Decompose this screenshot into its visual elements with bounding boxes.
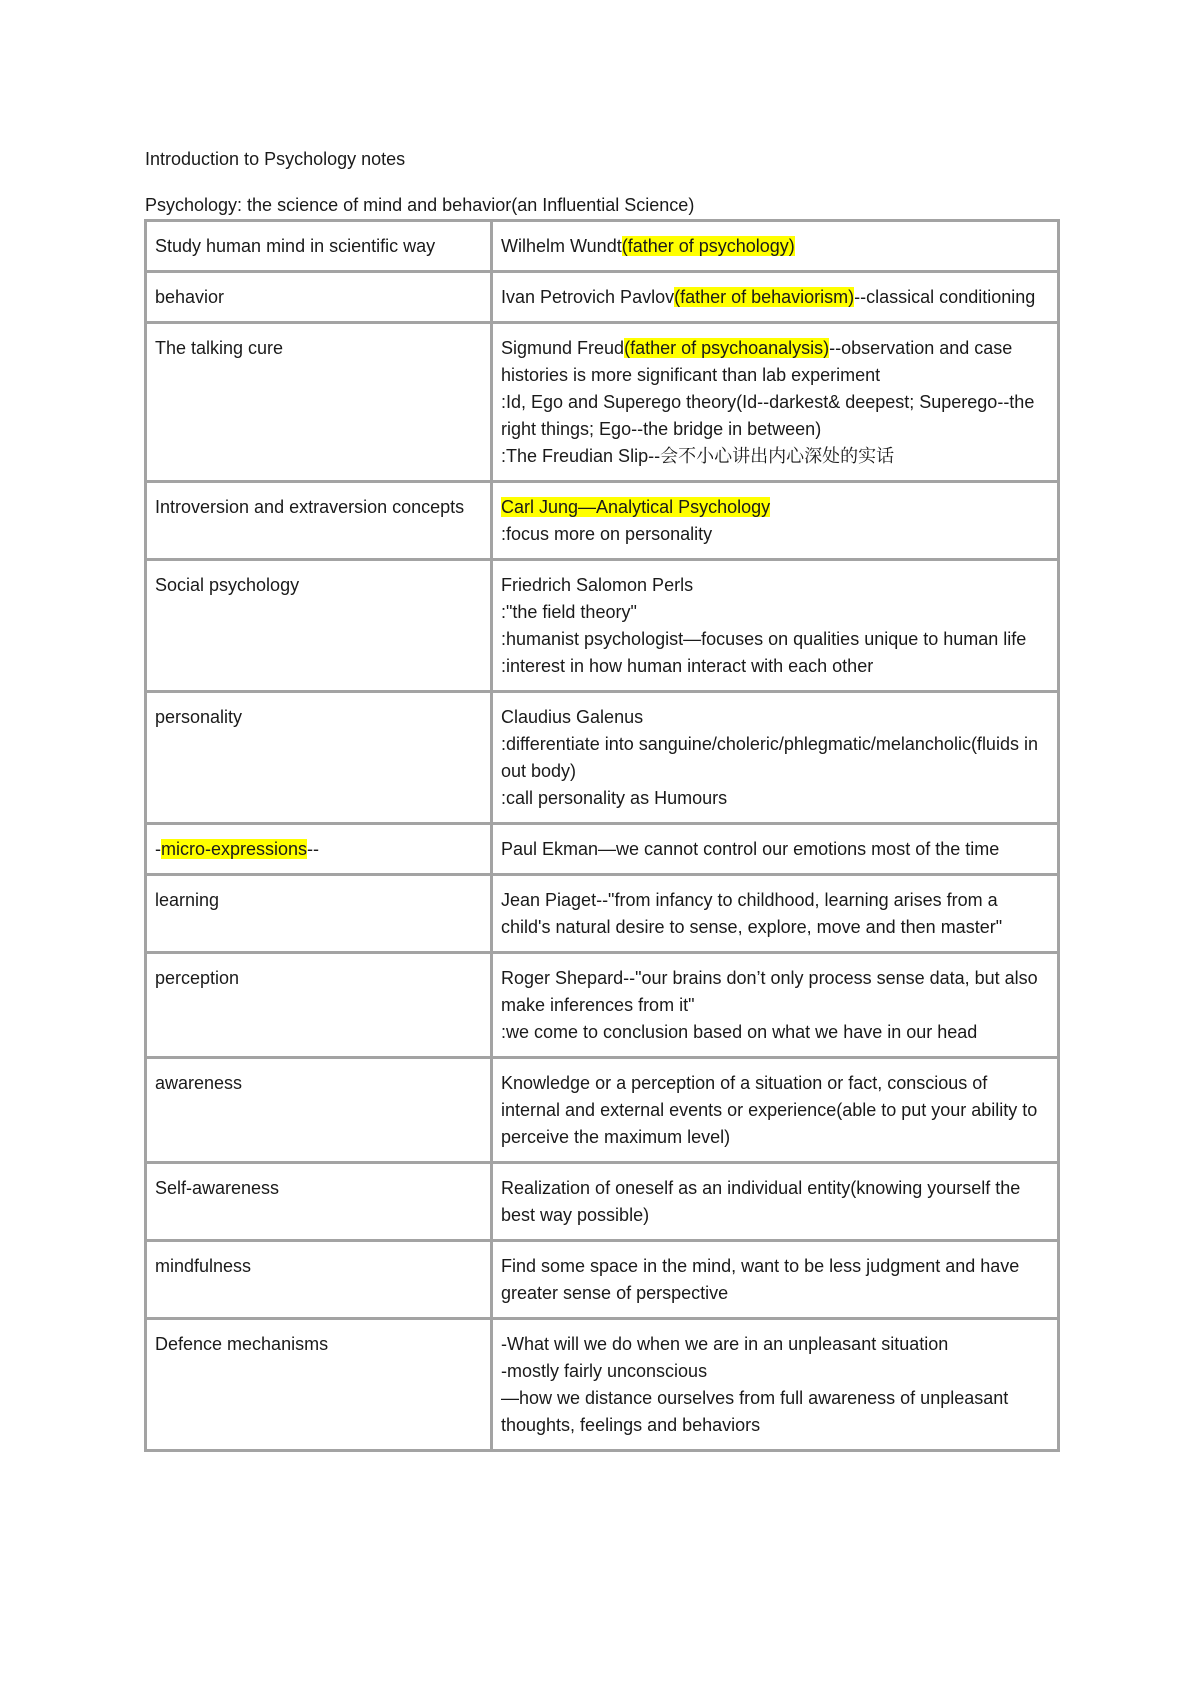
table-row <box>146 272 1059 323</box>
table-row <box>146 221 1059 272</box>
detail-line <box>501 284 1049 311</box>
topic-text: - <box>155 839 161 859</box>
highlighted-text: (father of behaviorism) <box>674 287 855 307</box>
detail-text: Friedrich Salomon Perls <box>501 575 694 595</box>
topic-cell <box>146 323 492 482</box>
highlighted-text: (father of psychoanalysis) <box>624 338 830 358</box>
detail-text: Sigmund Freud <box>501 338 625 358</box>
highlighted-topic-text: micro-expressions <box>161 839 308 859</box>
table-row <box>146 482 1059 560</box>
detail-line <box>501 887 1049 941</box>
topic-text: Social psychology <box>155 575 300 595</box>
table-row <box>146 875 1059 953</box>
detail-line <box>501 836 1049 863</box>
detail-text: :Id, Ego and Superego theory(Id--darkest& deepest; Superego--the right things; Ego--the bridge in between) <box>501 392 1035 439</box>
detail-cell <box>492 272 1059 323</box>
detail-text: -mostly fairly unconscious <box>501 1361 708 1381</box>
table-row <box>146 824 1059 875</box>
detail-cell <box>492 692 1059 824</box>
table-row <box>146 1241 1059 1319</box>
detail-cell <box>492 323 1059 482</box>
topic-text: perception <box>155 968 240 988</box>
detail-line <box>501 731 1049 785</box>
detail-text: Paul Ekman—we cannot control our emotions most of the time <box>501 839 1000 859</box>
table-row <box>146 323 1059 482</box>
detail-line <box>501 1385 1049 1439</box>
detail-text: :"the field theory" <box>501 602 637 622</box>
detail-line <box>501 1331 1049 1358</box>
detail-line <box>501 704 1049 731</box>
detail-line <box>501 443 1049 470</box>
detail-text: :humanist psychologist—focuses on qualities unique to human life <box>501 629 1027 649</box>
detail-cell <box>492 560 1059 692</box>
topic-text: behavior <box>155 287 225 307</box>
table-row <box>146 1319 1059 1451</box>
topic-cell <box>146 1319 492 1451</box>
detail-line <box>501 785 1049 812</box>
detail-text: --observation and case histories is more significant than lab experiment <box>501 338 1013 385</box>
document-title: Introduction to Psychology notes <box>145 149 406 169</box>
table-row <box>146 1163 1059 1241</box>
detail-line <box>501 521 1049 548</box>
detail-text: Claudius Galenus <box>501 707 644 727</box>
detail-text: :focus more on personality <box>501 524 713 544</box>
detail-line <box>501 335 1049 389</box>
topic-cell <box>146 272 492 323</box>
topic-text: personality <box>155 707 243 727</box>
detail-cell <box>492 1058 1059 1163</box>
table-row <box>146 1058 1059 1163</box>
detail-text: :call personality as Humours <box>501 788 728 808</box>
detail-line <box>501 1253 1049 1307</box>
topic-cell <box>146 1058 492 1163</box>
detail-cell <box>492 953 1059 1058</box>
detail-text: Find some space in the mind, want to be less judgment and have greater sense of perspective <box>501 1256 1020 1303</box>
detail-line <box>501 1175 1049 1229</box>
detail-line <box>501 1070 1049 1151</box>
topic-cell <box>146 560 492 692</box>
topic-text: mindfulness <box>155 1256 252 1276</box>
detail-text: :interest in how human interact with each other <box>501 656 874 676</box>
detail-text: :The Freudian Slip--会不小心讲出内心深处的实话 <box>501 446 895 466</box>
detail-cell <box>492 482 1059 560</box>
detail-text: :differentiate into sanguine/choleric/phlegmatic/melancholic(fluids in out body) <box>501 734 1038 781</box>
detail-cell <box>492 1163 1059 1241</box>
topic-cell <box>146 482 492 560</box>
detail-line <box>501 1358 1049 1385</box>
table-row <box>146 692 1059 824</box>
detail-line <box>501 233 1049 260</box>
detail-cell <box>492 221 1059 272</box>
topic-text: Study human mind in scientific way <box>155 236 436 256</box>
topic-text: The talking cure <box>155 338 284 358</box>
topic-text: Defence mechanisms <box>155 1334 329 1354</box>
topic-text: Self-awareness <box>155 1178 280 1198</box>
notes-table-body <box>146 221 1059 1451</box>
detail-cell <box>492 875 1059 953</box>
detail-line <box>501 599 1049 626</box>
detail-line <box>501 965 1049 1019</box>
detail-text: Wilhelm Wundt <box>501 236 622 256</box>
detail-text: Jean Piaget--"from infancy to childhood, learning arises from a child's natural desire to sense, explore, move and then master" <box>501 890 1003 937</box>
topic-text: awareness <box>155 1073 243 1093</box>
topic-cell <box>146 875 492 953</box>
detail-line <box>501 572 1049 599</box>
detail-text: -What will we do when we are in an unpleasant situation <box>501 1334 949 1354</box>
topic-cell <box>146 1163 492 1241</box>
topic-cell <box>146 1241 492 1319</box>
detail-text: Realization of oneself as an individual entity(knowing yourself the best way possible) <box>501 1178 1021 1225</box>
detail-text: :we come to conclusion based on what we have in our head <box>501 1022 978 1042</box>
detail-line <box>501 653 1049 680</box>
detail-line <box>501 389 1049 443</box>
topic-cell <box>146 692 492 824</box>
detail-text: —how we distance ourselves from full awareness of unpleasant thoughts, feelings and behaviors <box>501 1388 1009 1435</box>
detail-cell <box>492 1319 1059 1451</box>
topic-text: -- <box>307 839 320 859</box>
table-row <box>146 953 1059 1058</box>
detail-line <box>501 626 1049 653</box>
topic-cell <box>146 221 492 272</box>
topic-text: learning <box>155 890 220 910</box>
topic-cell <box>146 953 492 1058</box>
topic-text: Introversion and extraversion concepts <box>155 497 465 517</box>
detail-line <box>501 1019 1049 1046</box>
highlighted-text: Carl Jung—Analytical Psychology <box>501 497 771 517</box>
detail-cell <box>492 824 1059 875</box>
detail-line <box>501 494 1049 521</box>
topic-cell <box>146 824 492 875</box>
detail-text: Ivan Petrovich Pavlov <box>501 287 675 307</box>
detail-cell <box>492 1241 1059 1319</box>
detail-text: Roger Shepard--"our brains don’t only process sense data, but also make inferences from it" <box>501 968 1038 1015</box>
detail-text: --classical conditioning <box>854 287 1036 307</box>
table-row <box>146 560 1059 692</box>
detail-text: Knowledge or a perception of a situation or fact, conscious of internal and external events or experience(able to put your ability to perceive the maximum level) <box>501 1073 1038 1147</box>
notes-table <box>144 219 1060 1452</box>
highlighted-text: (father of psychology) <box>621 236 795 256</box>
document-subtitle: Psychology: the science of mind and behavior(an Influential Science) <box>145 195 695 215</box>
